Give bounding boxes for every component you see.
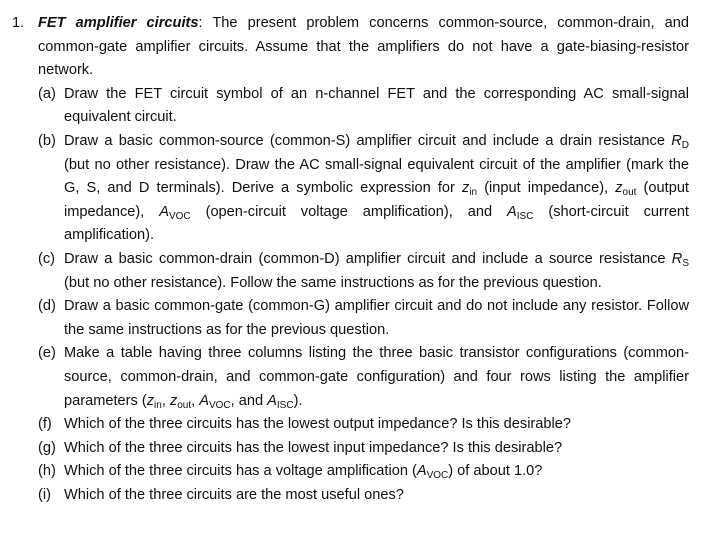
question-number: 1. bbox=[12, 15, 25, 31]
part-text bbox=[64, 342, 689, 413]
math-symbol bbox=[615, 180, 637, 199]
part-text: Draw the FET circuit symbol of an n-channel FET and the corresponding AC small-signal equivalent circuit. bbox=[64, 85, 689, 126]
part-label: (d) bbox=[38, 298, 56, 315]
question-title: FET amplifier circuits bbox=[38, 15, 199, 31]
part-text: Which of the three circuits has the lowest input impedance? Is this desirable? bbox=[64, 439, 563, 456]
math-symbol-subscript: out bbox=[177, 399, 192, 411]
part-label: (a) bbox=[38, 85, 56, 102]
math-symbol bbox=[159, 204, 190, 220]
math-symbol bbox=[461, 180, 478, 199]
math-symbol-subscript: VOC bbox=[168, 210, 191, 222]
math-symbol-subscript: out bbox=[622, 187, 637, 199]
part-text-segment: ) of about 1.0? bbox=[448, 463, 543, 480]
part-text-segment: (input impedance), bbox=[477, 180, 616, 197]
part-text-segment: , bbox=[191, 392, 200, 409]
math-symbol-base: z bbox=[461, 180, 470, 197]
question-part bbox=[38, 484, 689, 508]
math-symbol bbox=[267, 393, 293, 409]
part-text-segment: Make a table having three columns listing the three basic transistor configurations (common-source, common-drain, and common-gate configuration) and four rows listing the amplifier parameters ( bbox=[64, 345, 689, 409]
math-symbol bbox=[199, 393, 230, 409]
part-text-segment: ). bbox=[293, 392, 303, 409]
part-label: (h) bbox=[38, 463, 56, 480]
question-part bbox=[38, 130, 689, 248]
part-text bbox=[64, 460, 689, 484]
math-symbol-subscript: in bbox=[154, 399, 162, 411]
math-symbol bbox=[147, 393, 162, 409]
math-symbol bbox=[507, 204, 533, 220]
math-symbol bbox=[672, 251, 689, 267]
question-part bbox=[38, 295, 689, 342]
part-text-segment: Draw a basic common-drain (common-D) amplifier circuit and include a source resistance bbox=[64, 250, 672, 267]
math-symbol-subscript: VOC bbox=[208, 399, 231, 411]
question-1 bbox=[12, 12, 689, 507]
math-symbol-base: A bbox=[199, 392, 209, 409]
part-text-segment: , and bbox=[230, 392, 268, 409]
part-text bbox=[64, 130, 689, 248]
part-label: (f) bbox=[38, 416, 52, 433]
question-part bbox=[38, 83, 689, 130]
part-text-segment: (but no other resistance). Draw the AC small-signal equivalent circuit of the amplifier (mark the G, S, and D terminals). Derive a symbolic expression for bbox=[64, 156, 689, 197]
question-intro-text: : The present problem concerns common-source, common-drain, and common-gate amplifier circuits. Assume that the amplifiers do not have a gate-biasing-resistor network. bbox=[38, 15, 689, 79]
math-symbol-base: z bbox=[169, 392, 178, 409]
question-parts-list bbox=[38, 83, 689, 508]
math-symbol-base: R bbox=[671, 132, 682, 149]
math-symbol-subscript: ISC bbox=[276, 399, 294, 411]
question-body bbox=[38, 12, 689, 507]
question-part bbox=[38, 460, 689, 484]
part-label: (c) bbox=[38, 250, 56, 267]
math-symbol-subscript: in bbox=[469, 187, 478, 199]
part-text-segment: (output impedance), bbox=[64, 180, 689, 220]
math-symbol-base: A bbox=[416, 463, 427, 480]
part-label: (g) bbox=[38, 439, 56, 456]
math-symbol-subscript: D bbox=[681, 139, 689, 151]
question-part bbox=[38, 342, 689, 413]
math-symbol-base: R bbox=[671, 250, 683, 267]
part-text: Which of the three circuits has the lowest output impedance? Is this desirable? bbox=[64, 416, 571, 433]
part-label: (i) bbox=[38, 486, 51, 503]
math-symbol-subscript: VOC bbox=[426, 470, 449, 482]
math-symbol-subscript: ISC bbox=[516, 210, 534, 222]
math-symbol-base: A bbox=[159, 203, 169, 220]
part-text bbox=[64, 248, 689, 295]
math-symbol bbox=[170, 393, 191, 409]
question-intro bbox=[38, 12, 689, 83]
math-symbol-subscript: S bbox=[682, 257, 689, 269]
math-symbol-base: z bbox=[615, 180, 623, 197]
part-text-segment: (short-circuit current amplification). bbox=[64, 203, 689, 244]
math-symbol-base: A bbox=[507, 203, 517, 220]
part-text-segment: (but no other resistance). Follow the same instructions as for the previous question. bbox=[64, 274, 602, 291]
part-text: Draw a basic common-gate (common-G) amplifier circuit and do not include any resistor. Follow the same instructions as for the previous question. bbox=[64, 298, 689, 338]
question-part bbox=[38, 437, 689, 461]
part-text-segment: Draw a basic common-source (common-S) amplifier circuit and include a drain resistance bbox=[64, 132, 672, 149]
math-symbol-base: A bbox=[267, 392, 277, 409]
part-label: (b) bbox=[38, 132, 56, 149]
part-text: Which of the three circuits are the most useful ones? bbox=[64, 486, 404, 503]
math-symbol bbox=[416, 463, 449, 482]
math-symbol-base: z bbox=[146, 392, 155, 409]
part-text-segment: (open-circuit voltage amplification), and bbox=[190, 203, 508, 220]
part-text-segment: , bbox=[161, 392, 170, 409]
question-part bbox=[38, 413, 689, 437]
part-label: (e) bbox=[38, 345, 56, 362]
question-part bbox=[38, 248, 689, 295]
part-text-segment: Which of the three circuits has a voltage amplification ( bbox=[64, 463, 417, 480]
math-symbol bbox=[671, 133, 689, 149]
